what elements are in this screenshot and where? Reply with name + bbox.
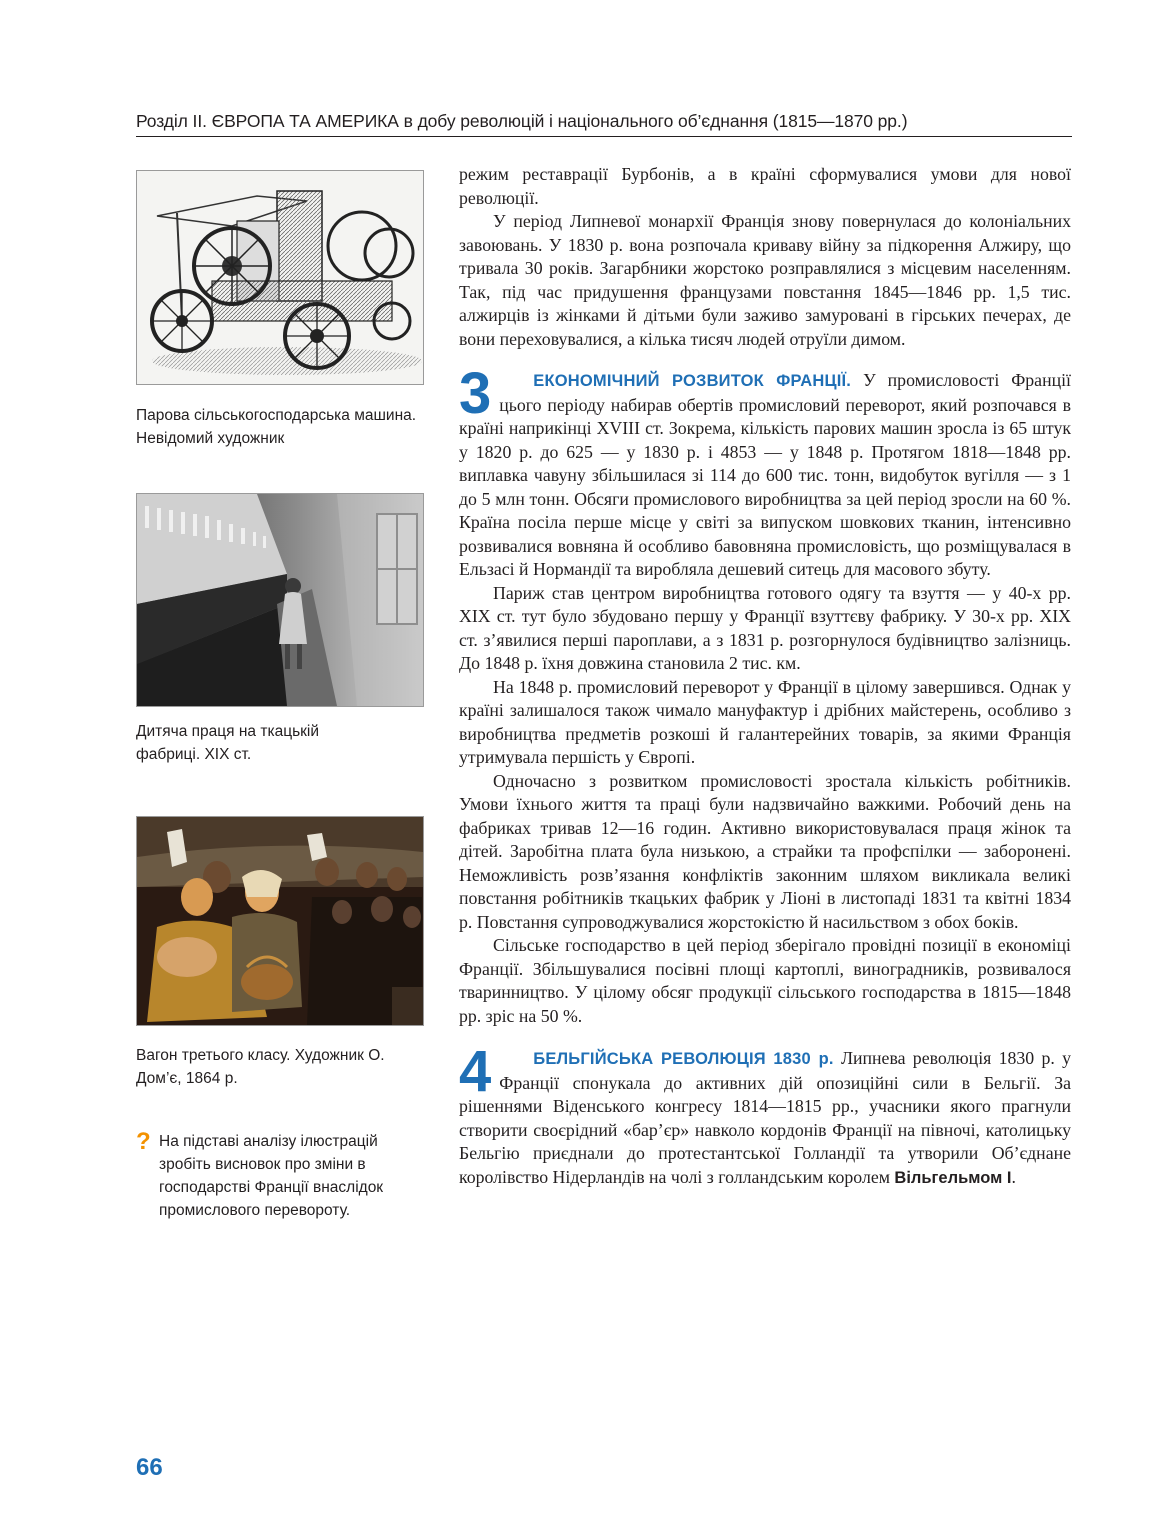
figure-textile-mill bbox=[136, 493, 424, 707]
section-first-text: Липнева революція 1830 р. у Франції спонукала до активних дій опозиційні сили в Бельгії. За рішеннями Віденського конгресу 1814—1815 рр., учасники якого прагнули створити своєрідний «бар’єр» навколо кордонів Франції на півночі, католицьку Бельгію приєднали до протестантської Голландії та утворили Об’єднане королівство Нідерландів на чолі з голландським королем bbox=[459, 1048, 1071, 1187]
daumier-painting-icon bbox=[137, 817, 423, 1025]
steam-engine-engraving-icon bbox=[137, 171, 423, 384]
section-title: БЕЛЬГІЙСЬКА РЕВОЛЮЦІЯ 1830 р. bbox=[533, 1050, 834, 1068]
figure-steam-engine bbox=[136, 170, 424, 385]
paragraph bbox=[459, 1039, 1071, 1190]
section-number: 3 bbox=[459, 361, 492, 426]
running-header: Розділ ІІ. ЄВРОПА ТА АМЕРИКА в добу революцій і національного об’єднання (1815—1870 рр.) bbox=[136, 111, 908, 131]
textile-mill-photo-icon bbox=[137, 494, 423, 706]
question-mark-icon: ? bbox=[136, 1128, 151, 1155]
paragraph: Париж став центром виробництва готового одягу та взуття — у 40-х рр. XIX ст. тут було збудовано першу у Франції взуттєву фабрику. У 30-х рр. XIX ст. з’явилися перші пароплави, а з 1831 р. розгорнулося будівництво залізниць. До 1848 р. їхня довжина становила 2 тис. км. bbox=[459, 582, 1071, 673]
figure-caption: Дитяча праця на ткацькій фабриці. ХІХ ст. bbox=[136, 723, 320, 763]
section-3 bbox=[459, 361, 1071, 1028]
figure-caption: Вагон третього класу. Художник О. Дом’є, 1864 р. bbox=[136, 1047, 385, 1087]
paragraph: На 1848 р. промисловий переворот у Франції в цілому завершився. Однак у країні залишалося також чимало мануфактур і дрібних майстерень, особливо з виробництва предметів розкоші й галантерейних товарів, за якими Франція утримувала першість у Європі. bbox=[459, 676, 1071, 767]
figure-caption: Парова сільськогосподарська машина. Невідомий художник bbox=[136, 407, 417, 447]
paragraph: У період Липневої монархії Франція знову повернулася до колоніальних завоювань. У 1830 р. вона розпочала криваву війну за підкорення Алжиру, що тривала 30 років. Загарбники жорстоко розправлялися з місцевим населенням. Так, під час придушення французами повстання 1845—1846 рр. 1,5 тис. алжирців із жінками й дітьми були заживо замуровані в гірських печерах, де вони переховувалися, а кілька тисяч людей отруїли димом. bbox=[459, 211, 1071, 349]
section-title: ЕКОНОМІЧНИЙ РОЗВИТОК ФРАНЦІЇ. bbox=[533, 372, 852, 390]
sentence-end: . bbox=[1011, 1166, 1016, 1187]
bold-name: Вільгельмом І bbox=[894, 1168, 1012, 1187]
paragraph: режим реставрації Бурбонів, а в країні сформувалися умови для нової революції. bbox=[459, 164, 1071, 208]
header-rule bbox=[136, 136, 1072, 137]
paragraph bbox=[459, 361, 1071, 582]
section-4 bbox=[459, 1039, 1071, 1190]
paragraph: Сільське господарство в цей період зберігало провідні позиції в економіці Франції. Збільшувалися посівні площі картоплі, виноградників, розвивалося тваринництво. У цілому обсяг продукції сільського господарства в 1815—1848 рр. зріс на 50 %. bbox=[459, 935, 1071, 1026]
page-number: 66 bbox=[136, 1454, 163, 1481]
question-text: На підставі аналізу ілюстрацій зробіть висновок про зміни в господарстві Франції внаслідок промислового перевороту. bbox=[159, 1133, 384, 1219]
section-first-text: У промисловості Франції цього періоду набирав обертів промисловий переворот, який розпочався в країні наприкінці XVIII ст. Зокрема, кількість парових машин зросла із 65 штук у 1820 р. до 625 — у 1830 р. і 4853 — у 1848 р. Протягом 1818—1848 рр. виплавка чавуну збільшилася зі 114 до 600 тис. тонн, видобуток вугілля — з 1 до 5 млн тонн. Обсяги промислового виробництва за цей період зросли на 60 %. Країна посіла перше місце у світі за випуском шовкових тканин, інтенсивно розвивалися вовняна й особливо бавовняна промисловість, що розміщувалася в Ельзасі й Нормандії та виробляла дешевий ситець для масового збуту. bbox=[459, 370, 1071, 579]
section-number: 4 bbox=[459, 1039, 492, 1104]
paragraph: Одночасно з розвитком промисловості зростала кількість робітників. Умови їхнього життя та праці були надзвичайно важкими. Робочий день на фабриках тривав 12—16 годин. Активно використовувалася праця жінок та дітей. Заробітна плата була низькою, а страйки та профспілки — заборонені. Неможливість розв’язання конфліктів законним шляхом викликала великі повстання робітників ткацьких фабрик у Ліоні в листопаді 1831 та квітні 1834 р. Повстання супроводжувалися жорстокістю й насильством з обох боків. bbox=[459, 770, 1071, 932]
figure-third-class-carriage bbox=[136, 816, 424, 1026]
main-text-column bbox=[459, 163, 1071, 1190]
